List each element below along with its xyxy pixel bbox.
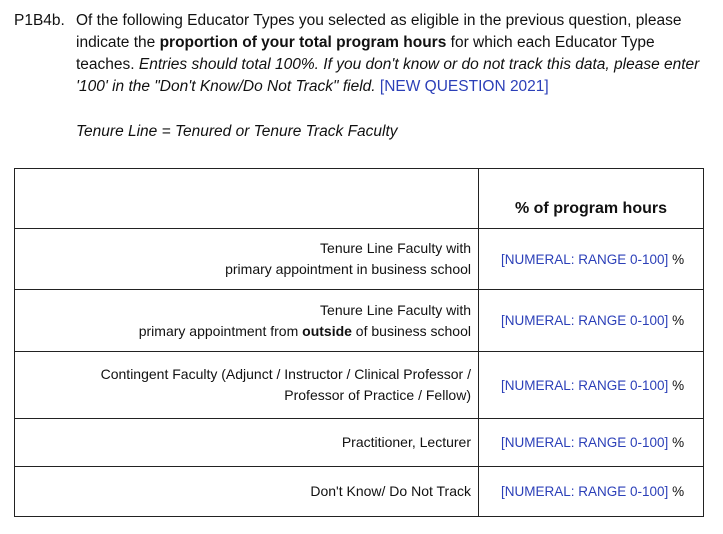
row-label-line2-post: of business school <box>351 322 471 339</box>
table-row <box>15 290 704 352</box>
row-label-line1: Tenure Line Faculty with <box>320 301 471 318</box>
row-label-dont-know <box>15 467 479 517</box>
tenure-line-definition: Tenure Line = Tenured or Tenure Track Faculty <box>76 123 398 140</box>
row-label-line2: primary appointment in business school <box>225 261 471 277</box>
row-label-tenure-outside-school <box>15 290 479 352</box>
question-tag: [NEW QUESTION 2021] <box>379 78 549 95</box>
hours-input-tenure-outside-school[interactable] <box>479 290 704 352</box>
question-text <box>76 10 709 98</box>
row-label-line1: Practitioner, Lecturer <box>341 434 471 450</box>
table-row <box>15 352 704 419</box>
row-label-contingent-faculty <box>15 352 479 419</box>
row-label-practitioner <box>15 419 479 467</box>
question-text-part2: for which each Educator Type teaches. <box>76 34 655 73</box>
range-placeholder: [NUMERAL: RANGE 0-100] <box>501 313 669 328</box>
table-row <box>15 419 704 467</box>
row-label-line2 <box>15 321 471 342</box>
table-row <box>15 229 704 290</box>
hours-input-contingent-faculty[interactable] <box>479 352 704 419</box>
row-label-outside-emphasis: outside <box>302 322 352 339</box>
hours-input-tenure-in-school[interactable] <box>479 229 704 290</box>
table-row <box>15 467 704 517</box>
table-header-row <box>15 169 704 229</box>
question-number: P1B4b. <box>14 12 65 29</box>
row-label-line1: Tenure Line Faculty with <box>320 240 471 256</box>
range-placeholder: [NUMERAL: RANGE 0-100] <box>501 251 669 267</box>
row-label-line2-pre: primary appointment from <box>138 322 303 339</box>
hours-input-practitioner[interactable] <box>479 419 704 467</box>
program-hours-table <box>14 168 704 517</box>
percent-unit: % <box>672 435 685 450</box>
hours-input-dont-know[interactable] <box>479 467 704 517</box>
question-bold-phrase: proportion of your total program hours <box>159 34 447 51</box>
range-placeholder: [NUMERAL: RANGE 0-100] <box>501 435 669 450</box>
question-block <box>14 10 709 98</box>
header-empty-cell <box>15 169 479 229</box>
question-text-part1: Of the following Educator Types you selected as eligible in the previous question, please indicate the <box>76 12 682 51</box>
row-label-tenure-in-school <box>15 229 479 290</box>
percent-unit: % <box>672 484 685 499</box>
row-label-line2: Professor of Practice / Fellow) <box>284 387 471 403</box>
percent-unit: % <box>672 251 685 267</box>
percent-unit: % <box>672 377 685 393</box>
row-label-line1: Contingent Faculty (Adjunct / Instructor / Clinical Professor / <box>100 366 471 382</box>
row-label-line1: Don't Know/ Do Not Track <box>310 483 471 499</box>
range-placeholder: [NUMERAL: RANGE 0-100] <box>501 377 669 393</box>
percent-unit: % <box>672 313 685 328</box>
question-instructions: Entries should total 100%. If you don't know or do not track this data, please enter '100' in the "Don't Know/Do Not Track" field. <box>76 56 700 95</box>
range-placeholder: [NUMERAL: RANGE 0-100] <box>501 484 669 499</box>
column-header-program-hours: % of program hours <box>479 169 704 229</box>
